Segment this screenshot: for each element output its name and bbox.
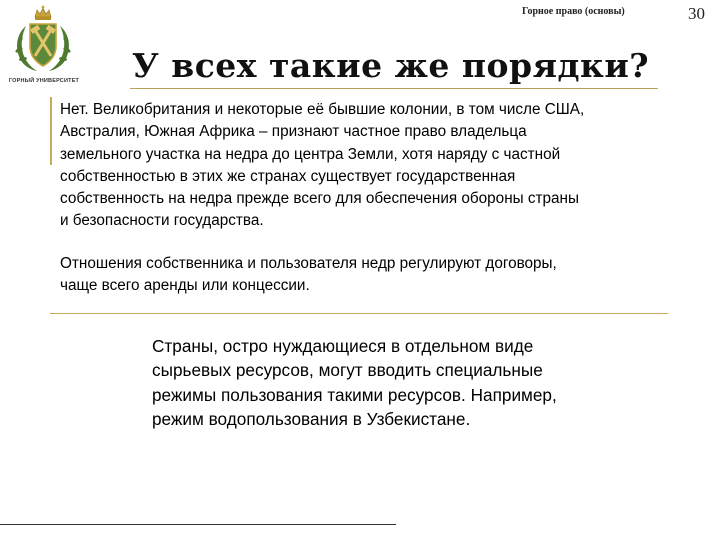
title-underline	[130, 88, 658, 89]
slide-number: 30	[688, 4, 705, 23]
main-text-box	[50, 97, 668, 314]
paragraph-contracts: Отношения собственника и пользователя недр регулируют договоры, чаще всего аренды или концессии.	[60, 255, 557, 295]
crossed-hammers-icon	[30, 24, 56, 66]
logo-caption: ГОРНЫЙ УНИВЕРСИТЕТ	[8, 78, 80, 84]
paragraph-ownership: Нет. Великобритания и некоторые её бывшие колонии, в том числе США, Австралия, Южная Африка – признают частное право владельца земельного участка на недра до центра Земли, хотя наряду с частной собственностью в этих же странах существует государственная собственность на недра прежде всего для обеспечения обороны страны и безопасности государства.	[60, 101, 585, 230]
paragraph-special-regimes: Страны, остро нуждающиеся в отдельном виде сырьевых ресурсов, могут вводить специальные режимы пользования такими ресурсов. Например, режим водопользования в Узбекистане.	[152, 336, 557, 429]
university-logo	[4, 4, 82, 90]
university-emblem-icon	[4, 4, 82, 76]
accent-bar	[50, 97, 52, 165]
slide-title: У всех такие же порядки?	[132, 46, 650, 85]
footer-rule	[0, 524, 396, 525]
box-divider	[50, 313, 668, 314]
crown-icon	[35, 6, 51, 20]
course-label: Горное право (основы)	[522, 6, 625, 17]
